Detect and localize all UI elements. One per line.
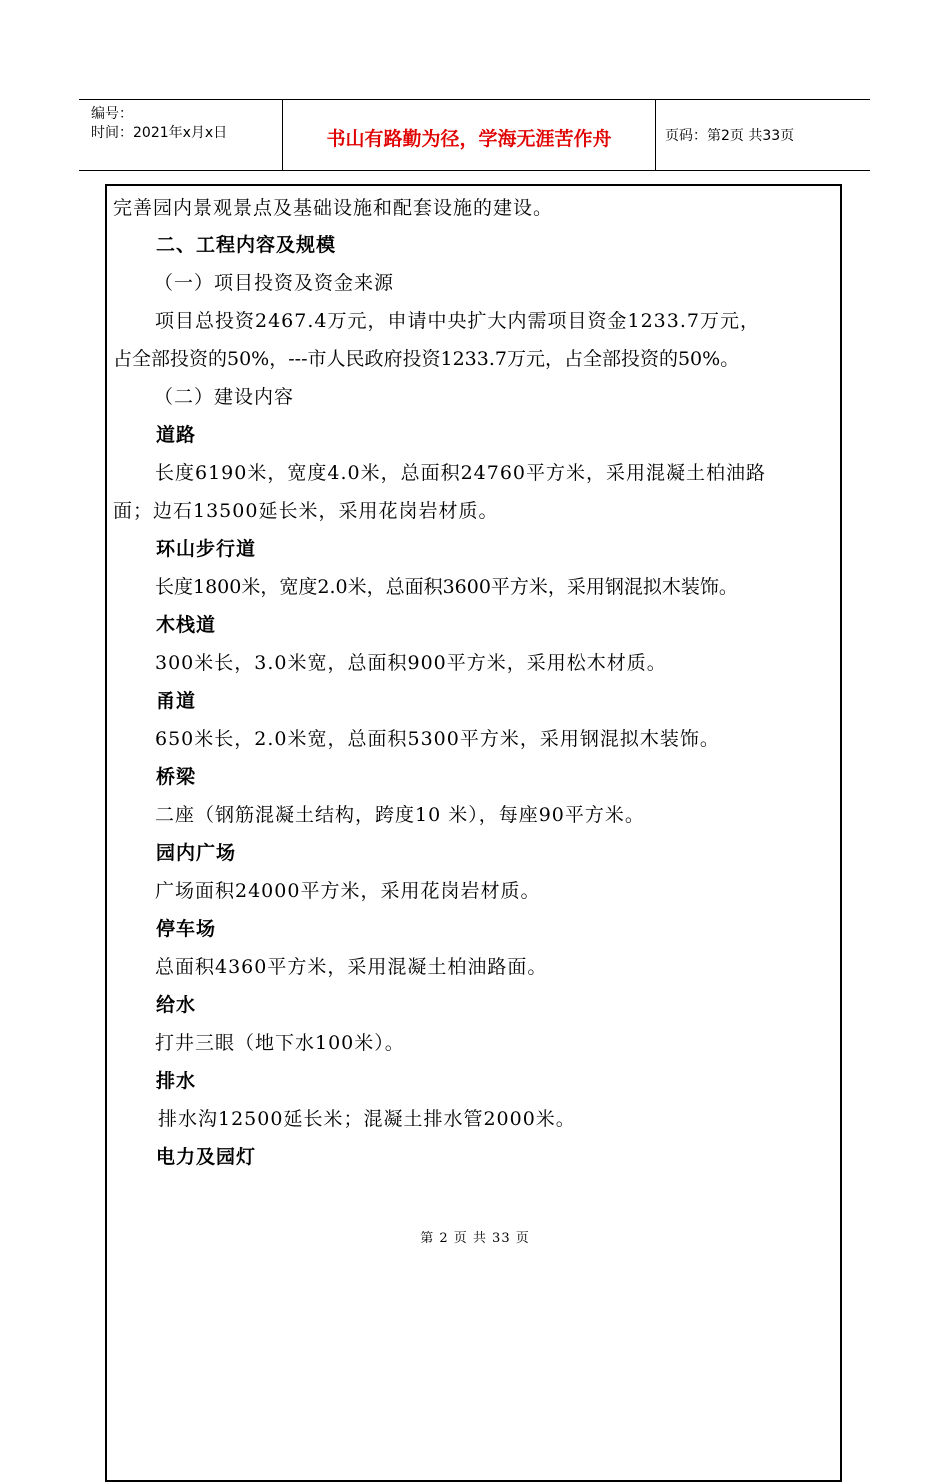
body-line: 排水沟12500延长米；混凝土排水管2000米。 <box>158 1108 576 1130</box>
subsection-heading: （二）建设内容 <box>154 386 295 408</box>
item-heading: 环山步行道 <box>156 538 257 560</box>
body-line: 占全部投资的50%，---市人民政府投资1233.7万元，占全部投资的50%。 <box>113 348 740 370</box>
body-line: 广场面积24000平方米，采用花岗岩材质。 <box>155 880 541 902</box>
item-heading: 停车场 <box>156 918 217 940</box>
page-code: 页码：第2页 共33页 <box>665 128 795 144</box>
item-heading: 桥梁 <box>156 766 197 788</box>
page-header <box>79 99 870 171</box>
body-line: 长度6190米，宽度4.0米，总面积24760平方米，采用混凝土柏油路 <box>155 462 767 484</box>
body-line: 二座（钢筋混凝土结构，跨度10 米），每座90平方米。 <box>155 804 645 826</box>
body-line: 项目总投资2467.4万元，申请中央扩大内需项目资金1233.7万元， <box>155 310 760 332</box>
header-motto-cell <box>282 100 656 170</box>
body-line: 打井三眼（地下水100米）。 <box>155 1032 405 1054</box>
time-label: 时间：2021年x月x日 <box>91 125 228 141</box>
motto-text: 书山有路勤为径，学海无涯苦作舟 <box>326 128 612 150</box>
header-page-cell <box>655 100 870 170</box>
page-footer: 第 2 页 共 33 页 <box>420 1231 530 1246</box>
body-line: 650米长，2.0米宽，总面积5300平方米，采用钢混拟木装饰。 <box>155 728 720 750</box>
section-heading: 二、工程内容及规模 <box>156 234 337 256</box>
serial-label: 编号： <box>91 106 133 122</box>
item-heading: 电力及园灯 <box>156 1146 257 1168</box>
item-heading: 木栈道 <box>156 614 217 636</box>
item-heading: 园内广场 <box>156 842 237 864</box>
item-heading: 给水 <box>156 994 197 1016</box>
body-line: 面；边石13500延长米，采用花岗岩材质。 <box>113 500 499 522</box>
item-heading: 排水 <box>156 1070 197 1092</box>
item-heading: 道路 <box>156 424 197 446</box>
subsection-heading: （一）项目投资及资金来源 <box>154 272 395 294</box>
body-line: 总面积4360平方米，采用混凝土柏油路面。 <box>155 956 548 978</box>
body-line: 300米长，3.0米宽，总面积900平方米，采用松木材质。 <box>155 652 667 674</box>
body-line: 完善园内景观景点及基础设施和配套设施的建设。 <box>113 197 554 219</box>
body-line: 长度1800米，宽度2.0米，总面积3600平方米，采用钢混拟木装饰。 <box>155 576 738 598</box>
header-info-cell <box>79 100 282 170</box>
content-box <box>105 184 842 1482</box>
item-heading: 甬道 <box>156 690 197 712</box>
